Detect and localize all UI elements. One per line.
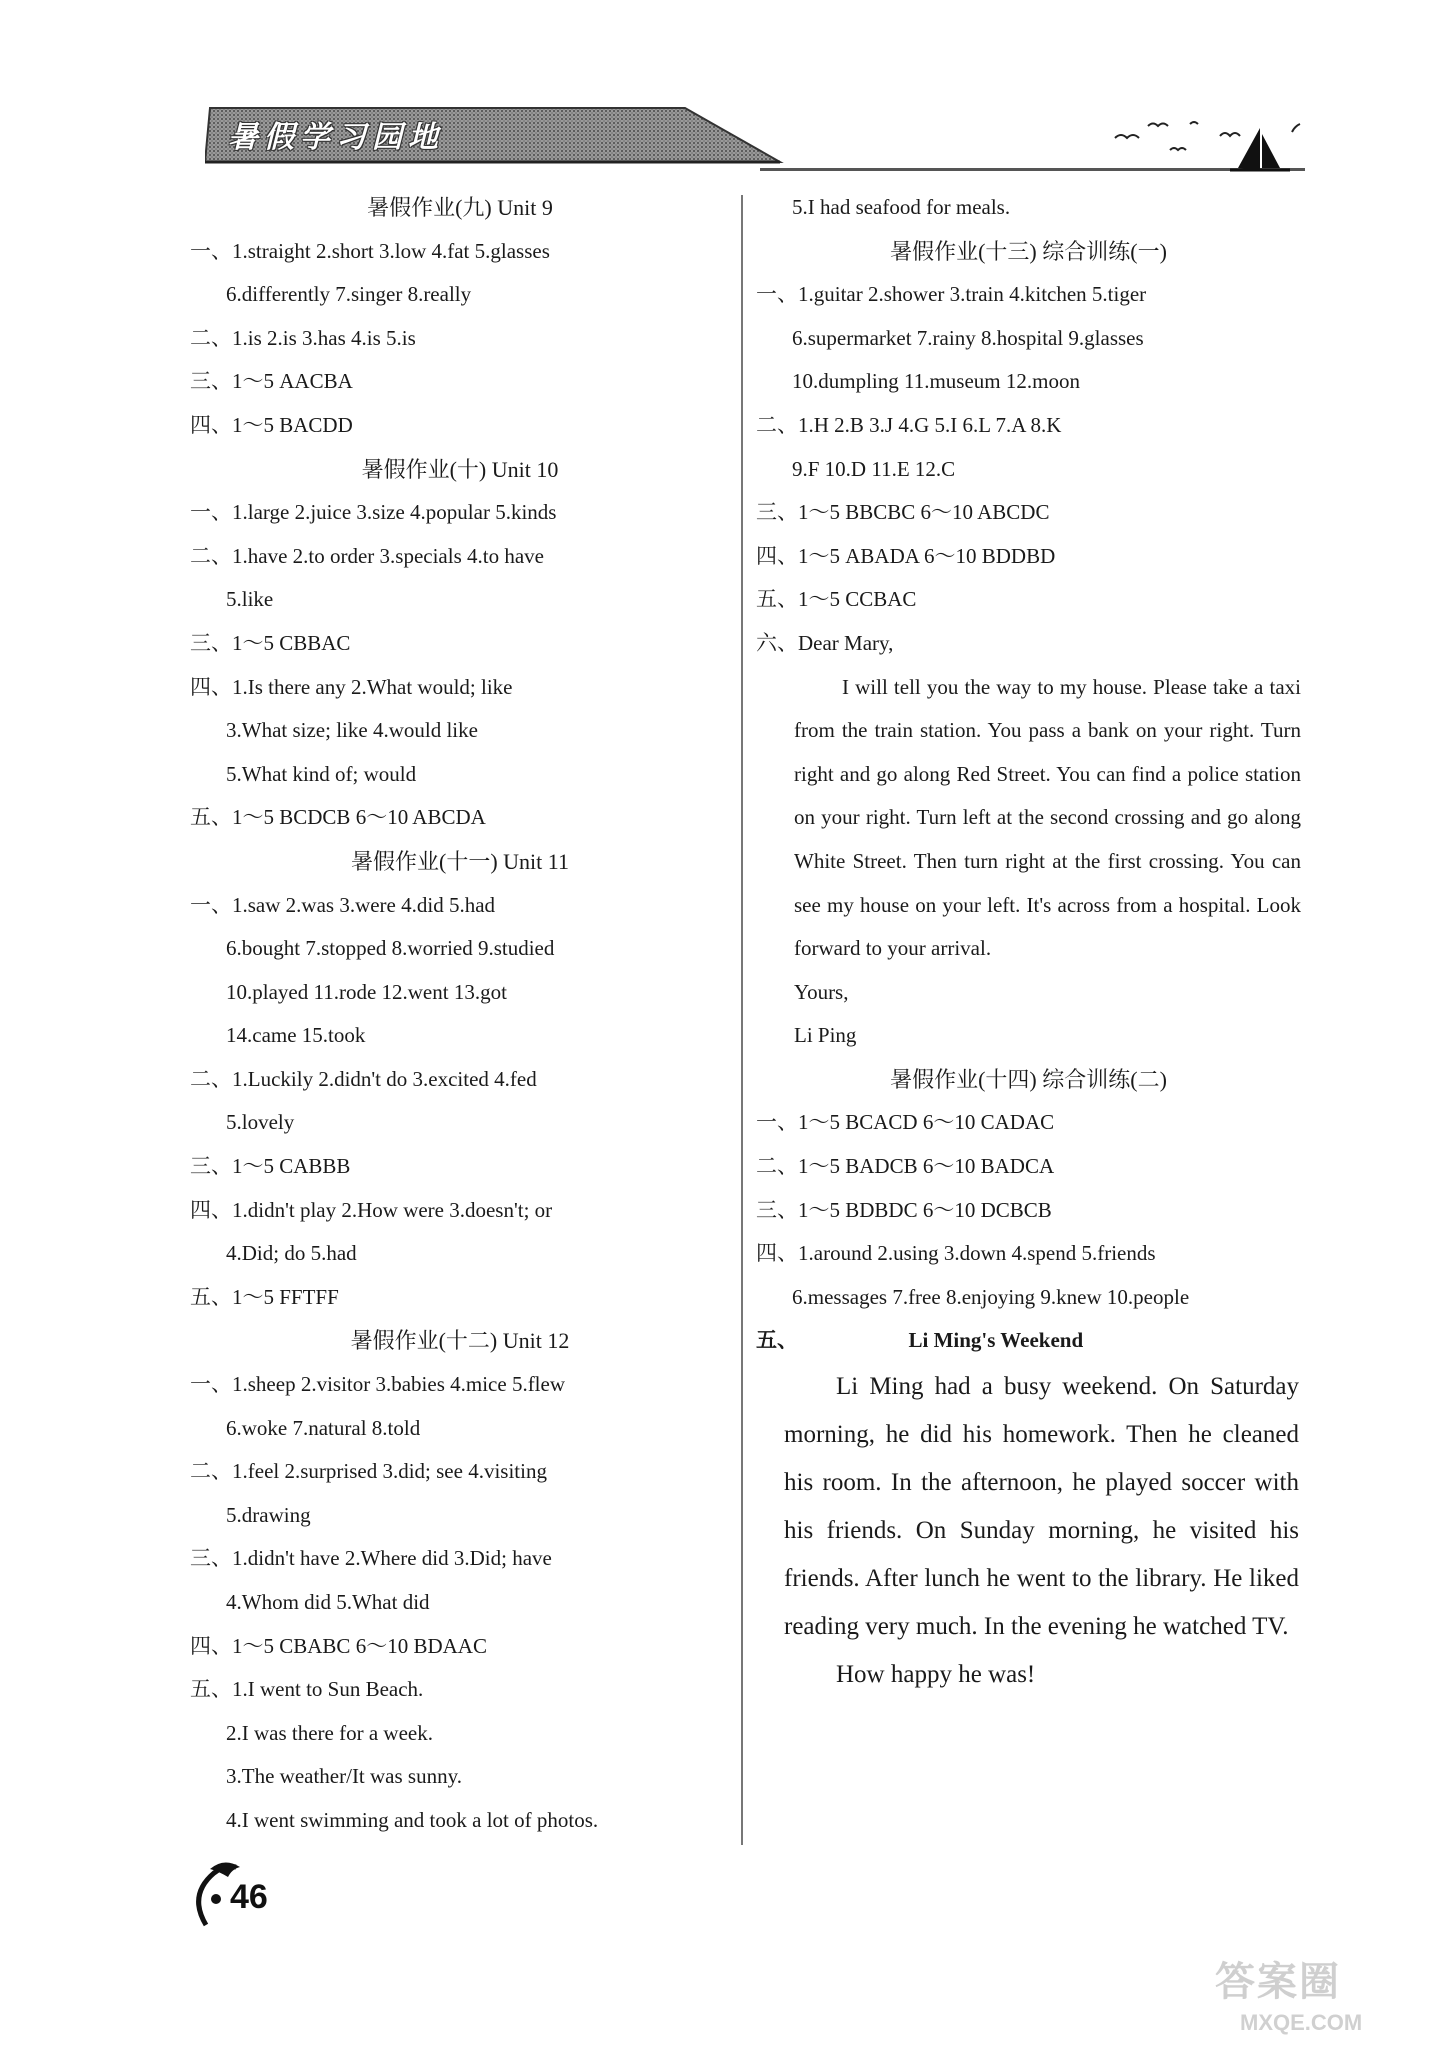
answer-line: 6.bought 7.stopped 8.worried 9.studied bbox=[226, 936, 555, 961]
answer-line: 三、1.didn't have 2.Where did 3.Did; have bbox=[190, 1546, 552, 1571]
answer-line: 一、1.straight 2.short 3.low 4.fat 5.glasses bbox=[190, 238, 550, 263]
answer-line: 二、1.H 2.B 3.J 4.G 5.I 6.L 7.A 8.K bbox=[756, 412, 1062, 437]
answer-line: 14.came 15.took bbox=[226, 1023, 366, 1048]
section-heading: 暑假作业(十二) Unit 12 bbox=[350, 1328, 570, 1354]
answer-line: 5.drawing bbox=[226, 1502, 311, 1527]
answer-line: 六、Dear Mary, bbox=[756, 630, 894, 655]
answer-line: 四、1～5 CBABC 6～10 BDAAC bbox=[190, 1633, 487, 1658]
answer-line: 四、1.didn't play 2.How were 3.doesn't; or bbox=[190, 1197, 553, 1222]
letter-closing: Yours, bbox=[794, 979, 849, 1004]
answer-line: 5.like bbox=[226, 587, 274, 612]
answer-line: 4.Did; do 5.had bbox=[226, 1241, 357, 1266]
answer-line: 三、1～5 AACBA bbox=[190, 369, 353, 394]
answer-line: 10.played 11.rode 12.went 13.got bbox=[226, 979, 507, 1004]
answer-line: 2.I was there for a week. bbox=[226, 1720, 433, 1745]
answer-line: 一、1.sheep 2.visitor 3.babies 4.mice 5.flew bbox=[190, 1372, 566, 1397]
answer-line: 五、1～5 BCDCB 6～10 ABCDA bbox=[190, 805, 486, 830]
letter-body: I will tell you the way to my house. Please take a taxi from the train station. You pass a bank on your right. Turn right and go along Red Street. You can find a police station on your right. Turn left at the second crossing and go along White Street. Then turn right at the first crossing. You can see my house on your left. It's across from a hospital. Look forward to your arrival. bbox=[794, 674, 1301, 961]
answer-line: 三、1～5 CABBB bbox=[190, 1154, 351, 1179]
section-heading: 暑假作业(十) Unit 10 bbox=[361, 456, 559, 482]
answer-line: 三、1～5 CBBAC bbox=[190, 630, 351, 655]
answer-line: 4.Whom did 5.What did bbox=[226, 1590, 430, 1614]
answer-line: 6.supermarket 7.rainy 8.hospital 9.glasses bbox=[792, 325, 1144, 350]
answer-line: 9.F 10.D 11.E 12.C bbox=[792, 456, 956, 481]
answer-line: 一、1.large 2.juice 3.size 4.popular 5.kinds bbox=[190, 500, 557, 525]
answer-line: 二、1～5 BADCB 6～10 BADCA bbox=[756, 1154, 1055, 1179]
answer-line: 二、1.Luckily 2.didn't do 3.excited 4.fed bbox=[190, 1066, 537, 1091]
answer-line: 10.dumpling 11.museum 12.moon bbox=[792, 369, 1080, 394]
answer-line: 二、1.is 2.is 3.has 4.is 5.is bbox=[190, 325, 416, 350]
page-header-title: 暑假学习园地 bbox=[228, 120, 444, 155]
left-column bbox=[190, 186, 710, 1843]
answer-line: 五、1.I went to Sun Beach. bbox=[190, 1677, 424, 1702]
answer-line: 二、1.feel 2.surprised 3.did; see 4.visiting bbox=[190, 1459, 547, 1484]
answer-line: 一、1～5 BCACD 6～10 CADAC bbox=[756, 1110, 1055, 1135]
essay-title: Li Ming's Weekend bbox=[908, 1328, 1084, 1353]
answer-line: 6.differently 7.singer 8.really bbox=[226, 282, 472, 307]
answer-line: 3.The weather/It was sunny. bbox=[226, 1764, 462, 1789]
answer-line: 4.I went swimming and took a lot of photos. bbox=[226, 1807, 599, 1832]
right-column-answers-bottom bbox=[756, 1058, 1301, 1320]
essay-body: Li Ming had a busy weekend. On Saturday morning, he did his homework. Then he cleaned his room. In the afternoon, he played soccer with his friends. On Sunday morning, he visited his friends. After lunch he went to the library. He liked reading very much. In the evening he watched TV. bbox=[784, 1373, 1299, 1641]
answer-line: 6.woke 7.natural 8.told bbox=[226, 1415, 421, 1440]
answer-line: 3.What size; like 4.would like bbox=[226, 718, 478, 743]
answer-line: 5.What kind of; would bbox=[226, 761, 417, 786]
essay-ending: How happy he was! bbox=[836, 1661, 1036, 1689]
answer-line: 四、1～5 ABADA 6～10 BDDBD bbox=[756, 543, 1056, 568]
answer-line: 一、1.guitar 2.shower 3.train 4.kitchen 5.tiger bbox=[756, 282, 1147, 307]
answer-line: 5.I had seafood for meals. bbox=[792, 195, 1011, 219]
answer-line: 五、1～5 CCBAC bbox=[756, 587, 917, 612]
answer-line: 四、1～5 BACDD bbox=[190, 412, 353, 437]
answer-line: 5.lovely bbox=[226, 1110, 295, 1135]
answer-line: 三、1～5 BBCBC 6～10 ABCDC bbox=[756, 500, 1050, 525]
page-number: 46 bbox=[230, 1878, 268, 1916]
section-heading: 暑假作业(九) Unit 9 bbox=[367, 195, 553, 220]
letter-signature: Li Ping bbox=[794, 1023, 857, 1048]
sailboat-birds-icon bbox=[1110, 120, 1310, 175]
watermark-url: MXQE.COM bbox=[1240, 2010, 1363, 2035]
answer-line: 一、1.saw 2.was 3.were 4.did 5.had bbox=[190, 892, 496, 917]
column-divider bbox=[741, 195, 743, 1845]
answer-line: 五、1～5 FFTFF bbox=[190, 1284, 339, 1309]
section-heading: 暑假作业(十四) 综合训练(二) bbox=[890, 1066, 1167, 1092]
answer-line: 三、1～5 BDBDC 6～10 DCBCB bbox=[756, 1197, 1052, 1222]
answer-line: 二、1.have 2.to order 3.specials 4.to have bbox=[190, 543, 544, 568]
watermark-logo: 答案圈 bbox=[1215, 1959, 1341, 2005]
answer-line: 6.messages 7.free 8.enjoying 9.knew 10.people bbox=[792, 1284, 1190, 1309]
section-heading: 暑假作业(十一) Unit 11 bbox=[351, 848, 569, 874]
essay-label: 五、 bbox=[756, 1328, 798, 1353]
section-heading: 暑假作业(十三) 综合训练(一) bbox=[890, 238, 1167, 264]
right-column-answers-top bbox=[756, 186, 1301, 666]
right-column bbox=[756, 186, 1301, 1699]
answer-line: 四、1.around 2.using 3.down 4.spend 5.friends bbox=[756, 1241, 1156, 1266]
essay-heading bbox=[756, 1319, 1301, 1363]
answer-line: 四、1.Is there any 2.What would; like bbox=[190, 674, 513, 699]
